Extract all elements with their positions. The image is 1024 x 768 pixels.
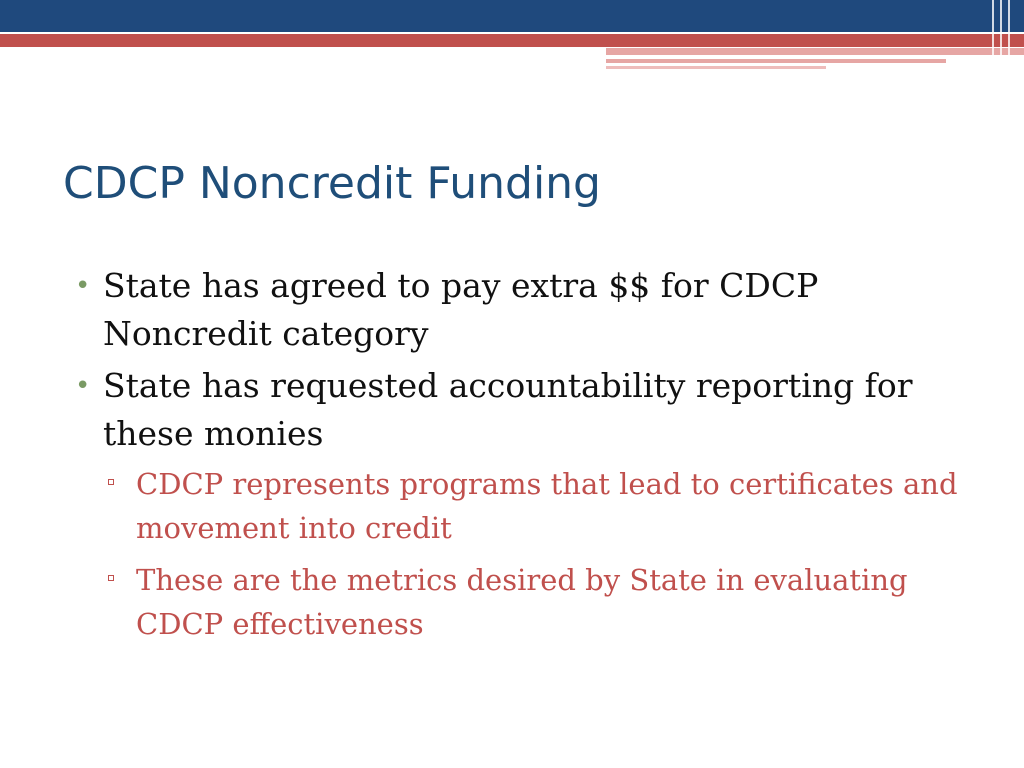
bullet-list [75,262,975,654]
bullet-dot-icon: • [75,271,91,301]
sub-bullet-text: These are the metrics desired by State in evaluating CDCP effectiveness [136,563,908,641]
slide-title: CDCP Noncredit Funding [63,158,601,209]
header-navy-bar [0,0,1024,32]
header-pink-stripe-2 [606,59,946,63]
header-pink-stripe-3 [606,66,826,69]
header-right-line-2 [1000,0,1002,70]
square-bullet-icon [108,575,114,581]
header-decoration [0,0,1024,80]
bullet-text: State has requested accountability reporting for these monies [103,366,913,453]
sub-bullet-text: CDCP represents programs that lead to certificates and movement into credit [136,467,958,545]
bullet-dot-icon: • [75,371,91,401]
bullet-text: State has agreed to pay extra $$ for CDCP Noncredit category [103,266,819,353]
square-bullet-icon [108,479,114,485]
sub-bullet-list [103,462,975,646]
header-pink-stripe-1 [606,48,1024,55]
header-red-bar [0,34,1024,47]
header-right-line-1 [992,0,994,70]
sub-bullet-item [103,462,975,550]
sub-bullet-item [103,558,975,646]
bullet-item [75,362,975,646]
header-right-line-3 [1008,0,1010,70]
bullet-item [75,262,975,358]
